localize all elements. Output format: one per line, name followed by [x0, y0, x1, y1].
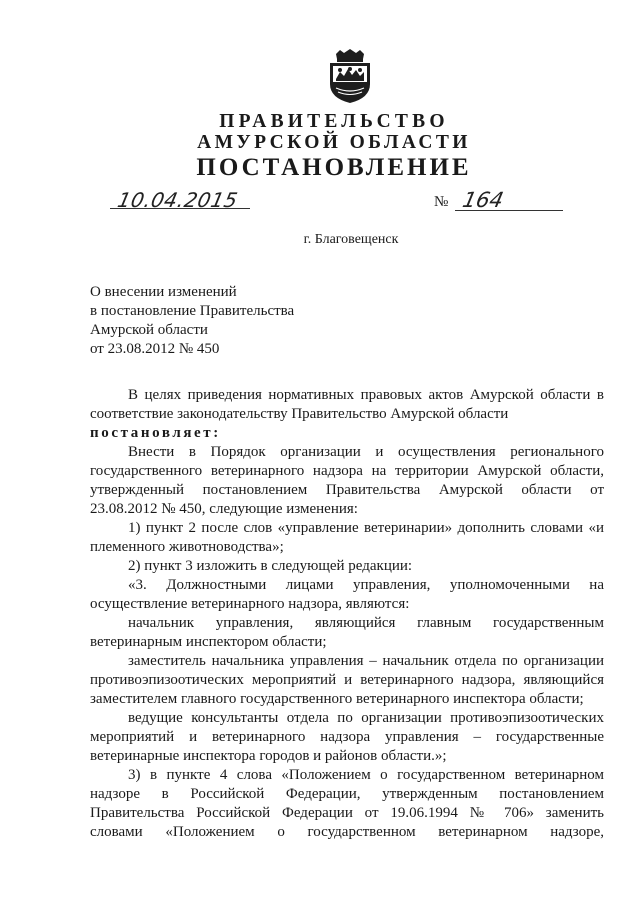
body-line: противоэпизоотических мероприятий и ветеринарного надзора, являющийся [90, 672, 604, 688]
body-line: ветеринарным инспектором области; [90, 634, 327, 650]
number-sign: № [434, 194, 449, 210]
subject-block [90, 283, 294, 359]
body-line: надзоре в Российской Федерации, утвержденным постановлением [90, 786, 604, 802]
date-handwritten: 10.04.2015 [115, 188, 241, 212]
body-line: заместитель начальника управления – начальник отдела по организации [128, 653, 604, 669]
header-doc-type: ПОСТАНОВЛЕНИЕ [196, 154, 472, 181]
body-line: племенного животноводства»; [90, 539, 284, 555]
body-line: соответствие законодательству Правительство Амурской области [90, 406, 509, 422]
body-line: 1) пункт 2 после слов «управление ветеринарии» дополнить словами «и [128, 520, 604, 536]
resolve-word: постановляет: [90, 425, 221, 441]
number-underline [455, 210, 563, 211]
body-line: 2) пункт 3 изложить в следующей редакции: [128, 558, 413, 574]
number-handwritten: 164 [460, 188, 506, 212]
subject-line: от 23.08.2012 № 450 [90, 341, 220, 357]
body-line: ветеринарные инспектора городов и районов области.»; [90, 748, 447, 764]
body-line: начальник управления, являющийся главным государственным [128, 615, 604, 631]
body-line: В целях приведения нормативных правовых актов Амурской области в [128, 387, 604, 403]
subject-line: Амурской области [90, 322, 208, 338]
subject-line: в постановление Правительства [90, 303, 295, 319]
body-line: Внести в Порядок организации и осуществления регионального [128, 444, 604, 460]
coat-of-arms-icon [326, 48, 374, 104]
body-line: государственного ветеринарного надзора на территории Амурской области, [90, 463, 604, 479]
header-government: ПРАВИТЕЛЬСТВО [219, 111, 449, 132]
header-region: АМУРСКОЙ ОБЛАСТИ [197, 132, 471, 153]
body-line: осуществление ветеринарного надзора, являются: [90, 596, 410, 612]
subject-line: О внесении изменений [90, 284, 237, 300]
body-line: мероприятий и ветеринарного надзора управления – государственные [90, 729, 604, 745]
body-line: словами «Положением о государственном ветеринарном надзоре, [90, 824, 604, 840]
body-line: ведущие консультанты отдела по организации противоэпизоотических [128, 710, 604, 726]
date-underline [110, 208, 250, 209]
body-line: заместителем главного государственного ветеринарного инспектора области; [90, 691, 584, 707]
body-line: утвержденный постановлением Правительства Амурской области от [90, 482, 604, 498]
body-text [90, 386, 604, 842]
body-line: «3. Должностными лицами управления, уполномоченными на [128, 577, 604, 593]
city: г. Благовещенск [303, 232, 399, 247]
body-line: 23.08.2012 № 450, следующие изменения: [90, 501, 358, 517]
body-line: 3) в пункте 4 слова «Положением о государственном ветеринарном [128, 767, 604, 783]
body-line: Правительства Российской Федерации от 19.06.1994 № 706» заменить [90, 805, 604, 821]
